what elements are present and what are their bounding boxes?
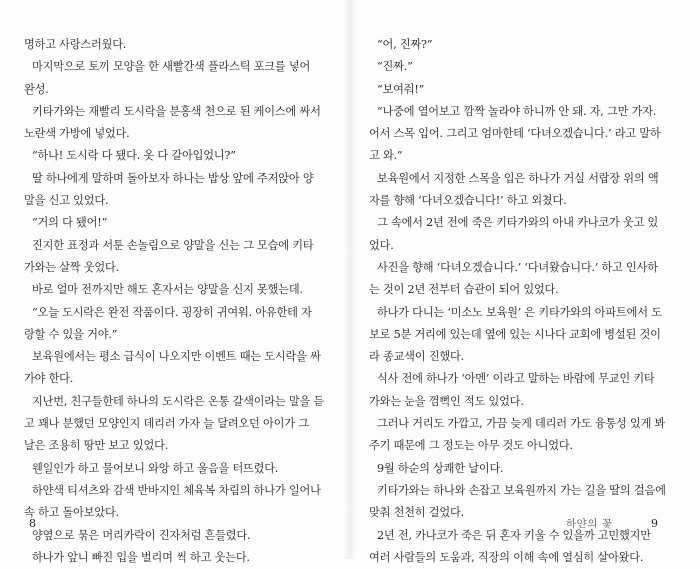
text-line: 어서 스목 입어. 그리고 엄마한테 ‘다녀오겠습니다.’ 라고 말하 xyxy=(369,127,661,141)
text-line: 자를 향해 ‘다녀오겠습니다!’ 하고 외쳤다. xyxy=(369,194,567,208)
text-line: 식사 전에 하나가 ‘아멘’ 이라고 말하는 바람에 무교인 키타 xyxy=(377,372,655,386)
text-line: 고 와.” xyxy=(369,149,403,163)
text-line: 키타가와는 재빨리 도시락을 분홍색 천으로 된 케이스에 싸서 xyxy=(32,104,321,118)
text-line: 속 하고 돌아보았다. xyxy=(24,506,119,520)
text-line: 명하고 사랑스러웠다. xyxy=(24,38,127,51)
text-line: “거의 다 됐어!” xyxy=(32,216,108,230)
text-line: 는 것이 2년 전부터 습관이 되어 있었다. xyxy=(369,283,559,297)
text-line: “보여줘!” xyxy=(377,82,425,96)
text-line: 2년 전, 카나코가 죽은 뒤 혼자 키울 수 있을까 고민했지만 xyxy=(377,528,651,542)
text-line: 가와는 눈을 껌뻑인 적도 있었다. xyxy=(369,394,524,408)
text-line: “어, 진짜?” xyxy=(377,38,433,51)
running-title: 하얀의 꽃 xyxy=(566,518,613,530)
text-line: 노란색 가방에 넣었다. xyxy=(24,127,130,141)
text-line: 보로 5분 거리에 있는데 옆에 있는 시나다 교회에 병설된 것이 xyxy=(369,327,661,341)
text-line: 라 종교색이 진했다. xyxy=(369,350,464,364)
text-line: 하나가 앞니 빠진 입을 벌리며 씩 하고 웃는다. xyxy=(32,550,250,564)
text-line: 가야 한다. xyxy=(24,372,74,386)
text-line: 여러 사람들의 도움과, 직장의 이해 속에 열심히 살아왔다. xyxy=(369,550,644,564)
text-line: 키타가와는 하나와 손잡고 보육원까지 가는 길을 딸의 걸음에 xyxy=(377,483,666,497)
text-line: 주기 때문에 그 정도는 아무 것도 아니었다. xyxy=(369,439,573,453)
page-gutter xyxy=(344,0,356,559)
text-line: 그 속에서 2년 전에 죽은 키타가와의 아내 카나코가 웃고 있 xyxy=(377,216,659,230)
text-line: 진지한 표정과 서툰 손놀림으로 양말을 신는 그 모습에 키타 xyxy=(32,238,314,252)
left-page xyxy=(24,34,324,569)
right-page xyxy=(369,34,676,569)
text-line: 말을 신고 있었다. xyxy=(24,194,109,208)
text-line: 보육원에서 지정한 스목을 입은 하나가 거실 서랍장 위의 액 xyxy=(377,171,659,185)
text-line: 하얀색 티셔츠와 감색 반바지인 체육복 차림의 하나가 일어나 xyxy=(32,483,321,497)
right-page-number: 9 xyxy=(651,517,658,530)
text-line: 고 꽤나 분했던 모양인지 데리러 가자 늘 달려오던 아이가 그 xyxy=(24,417,309,431)
text-line: “오늘 도시락은 완전 작품이다. 굉장히 귀여워. 아유한테 자 xyxy=(32,305,312,319)
text-line: 웬일인가 하고 물어보니 와앙 하고 울음을 터뜨렸다. xyxy=(32,461,279,475)
text-line: 랑할 수 있을 거야.” xyxy=(24,327,118,341)
text-line: 가와는 살짝 웃었다. xyxy=(24,260,119,274)
text-line: 날은 조용히 땅만 보고 있었다. xyxy=(24,439,169,453)
text-line: 맞춰 천천히 걸었다. xyxy=(369,506,464,520)
text-line: “하나! 도시락 다 됐다. 옷 다 갈아입었니?” xyxy=(32,149,236,163)
text-line: 사진을 향해 ‘다녀오겠습니다.’ ‘다녀왔습니다.’ 하고 인사하 xyxy=(377,260,658,274)
text-line: 보육원에서는 평소 급식이 나오지만 이벤트 때는 도시락을 싸 xyxy=(32,350,321,364)
text-line: 완성. xyxy=(24,82,49,96)
text-line: 하나가 다니는 ‘미소노 보육원’ 은 키타가와의 아파트에서 도 xyxy=(377,305,662,319)
text-line: “나중에 열어보고 깜짝 놀라야 하니까 안 돼. 자, 그만 가자. xyxy=(377,104,657,118)
text-line: 지난번, 친구들한테 하나의 도시락은 온통 갈색이라는 말을 듣 xyxy=(32,394,324,408)
text-line: 바로 얼마 전까지만 해도 혼자서는 양말을 신지 못했는데. xyxy=(32,283,303,297)
text-line: 딸 하나에게 말하며 돌아보자 하나는 밥상 앞에 주저앉아 양 xyxy=(32,171,314,185)
left-page-number: 8 xyxy=(29,517,36,530)
text-line: 양옆으로 묶은 머리카락이 진자처럼 흔들렸다. xyxy=(32,528,251,542)
text-line: 그러나 거리도 가깝고, 가끔 늦게 데리러 가도 융통성 있게 봐 xyxy=(377,417,666,431)
text-line: 마지막으로 토끼 모양을 한 새빨간색 플라스틱 포크를 넣어 xyxy=(32,60,311,74)
text-line: 었다. xyxy=(369,238,394,252)
text-line: “진짜.” xyxy=(377,60,413,74)
text-line: 9월 하순의 상쾌한 날이다. xyxy=(377,461,504,475)
